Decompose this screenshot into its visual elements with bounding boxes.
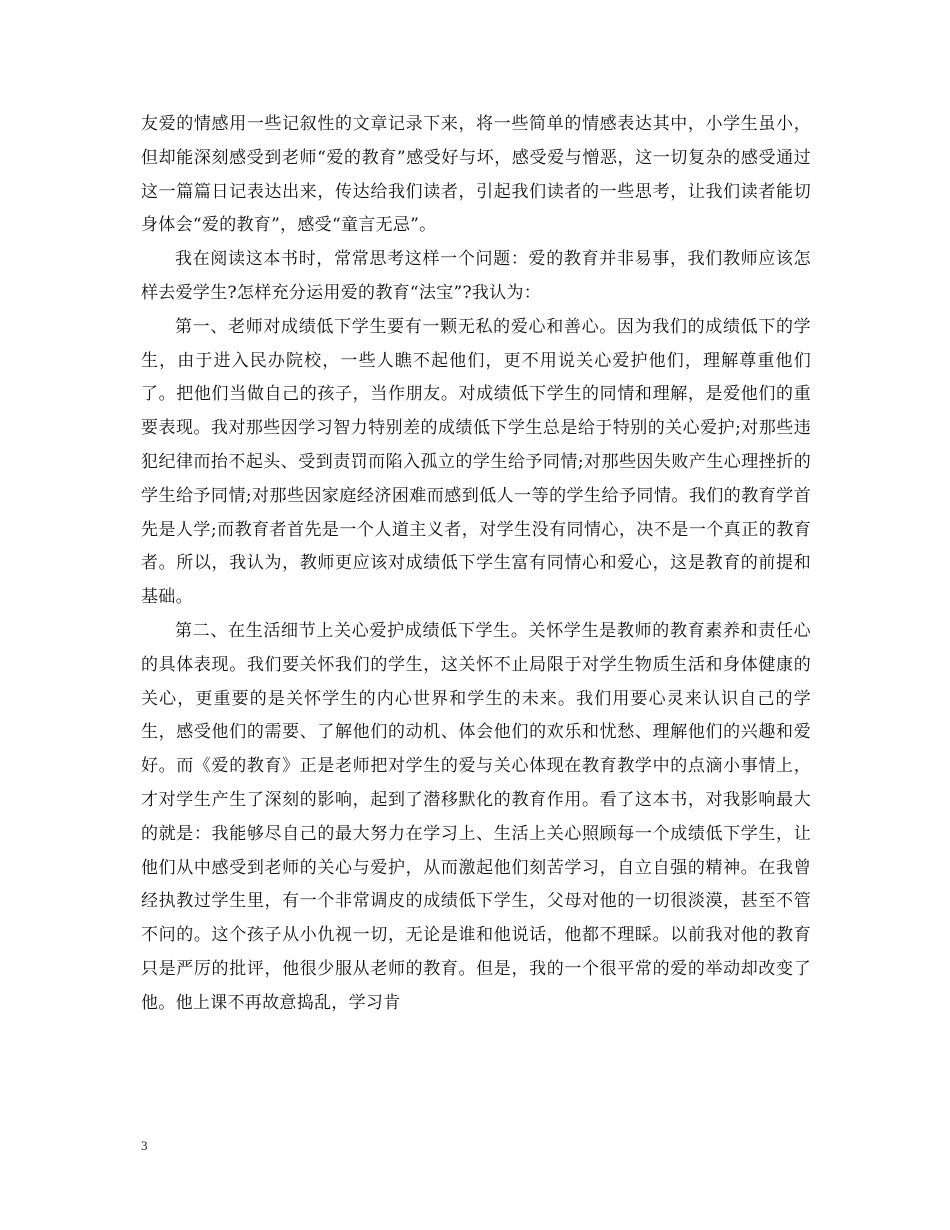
paragraph-2: 我在阅读这本书时，常常思考这样一个问题：爱的教育并非易事，我们教师应该怎样去爱学生?怎样充分运用爱的教育“法宝”?我认为： bbox=[141, 249, 811, 303]
paragraph-3: 第一、老师对成绩低下学生要有一颗无私的爱心和善心。因为我们的成绩低下的学生，由于进入民办院校，一些人瞧不起他们，更不用说关心爱护他们，理解尊重他们了。把他们当做自己的孩子，当作朋友。对成绩低下学生的同情和理解，是爱他们的重要表现。我对那些因学习智力特别差的成绩低下学生总是给于特别的关心爱护;对那些违犯纪律而抬不起头、受到责罚而陷入孤立的学生给予同情;对那些因失败产生心理挫折的学生给予同情;对那些因家庭经济困难而感到低人一等的学生给予同情。我们的教育学首先是人学;而教育者首先是一个人道主义者，对学生没有同情心，决不是一个真正的教育者。所以，我认为，教师更应该对成绩低下学生富有同情心和爱心，这是教育的前提和基础。 bbox=[141, 316, 811, 608]
paragraph-1: 友爱的情感用一些记叙性的文章记录下来，将一些简单的情感表达其中，小学生虽小，但却能深刻感受到老师“爱的教育”感受好与坏，感受爱与憎恶，这一切复杂的感受通过这一篇篇日记表达出来，传达给我们读者，引起我们读者的一些思考，让我们读者能切身体会“爱的教育”，感受“童言无忌”。 bbox=[141, 114, 811, 236]
paragraph-4: 第二、在生活细节上关心爱护成绩低下学生。关怀学生是教师的教育素养和责任心的具体表现。我们要关怀我们的学生，这关怀不止局限于对学生物质生活和身体健康的关心，更重要的是关怀学生的内心世界和学生的未来。我们用要心灵来认识自己的学生，感受他们的需要、了解他们的动机、体会他们的欢乐和忧愁、理解他们的兴趣和爱好。而《爱的教育》正是老师把对学生的爱与关心体现在教育教学中的点滴小事情上，才对学生产生了深刻的影响，起到了潜移默化的教育作用。看了这本书，对我影响最大的就是：我能够尽自己的最大努力在学习上、生活上关心照顾每一个成绩低下学生，让他们从中感受到老师的关心与爱护，从而激起他们刻苦学习，自立自强的精神。在我曾经执教过学生里，有一个非常调皮的成绩低下学生，父母对他的一切很淡漠，甚至不管不问的。这个孩子从小仇视一切，无论是谁和他说话，他都不理睬。以前我对他的教育只是严厉的批评，他很少服从老师的教育。但是，我的一个很平常的爱的举动却改变了他。他上课不再故意捣乱，学习肯 bbox=[141, 620, 811, 1013]
body-text bbox=[141, 108, 811, 1021]
page-number: 3 bbox=[141, 1138, 148, 1153]
